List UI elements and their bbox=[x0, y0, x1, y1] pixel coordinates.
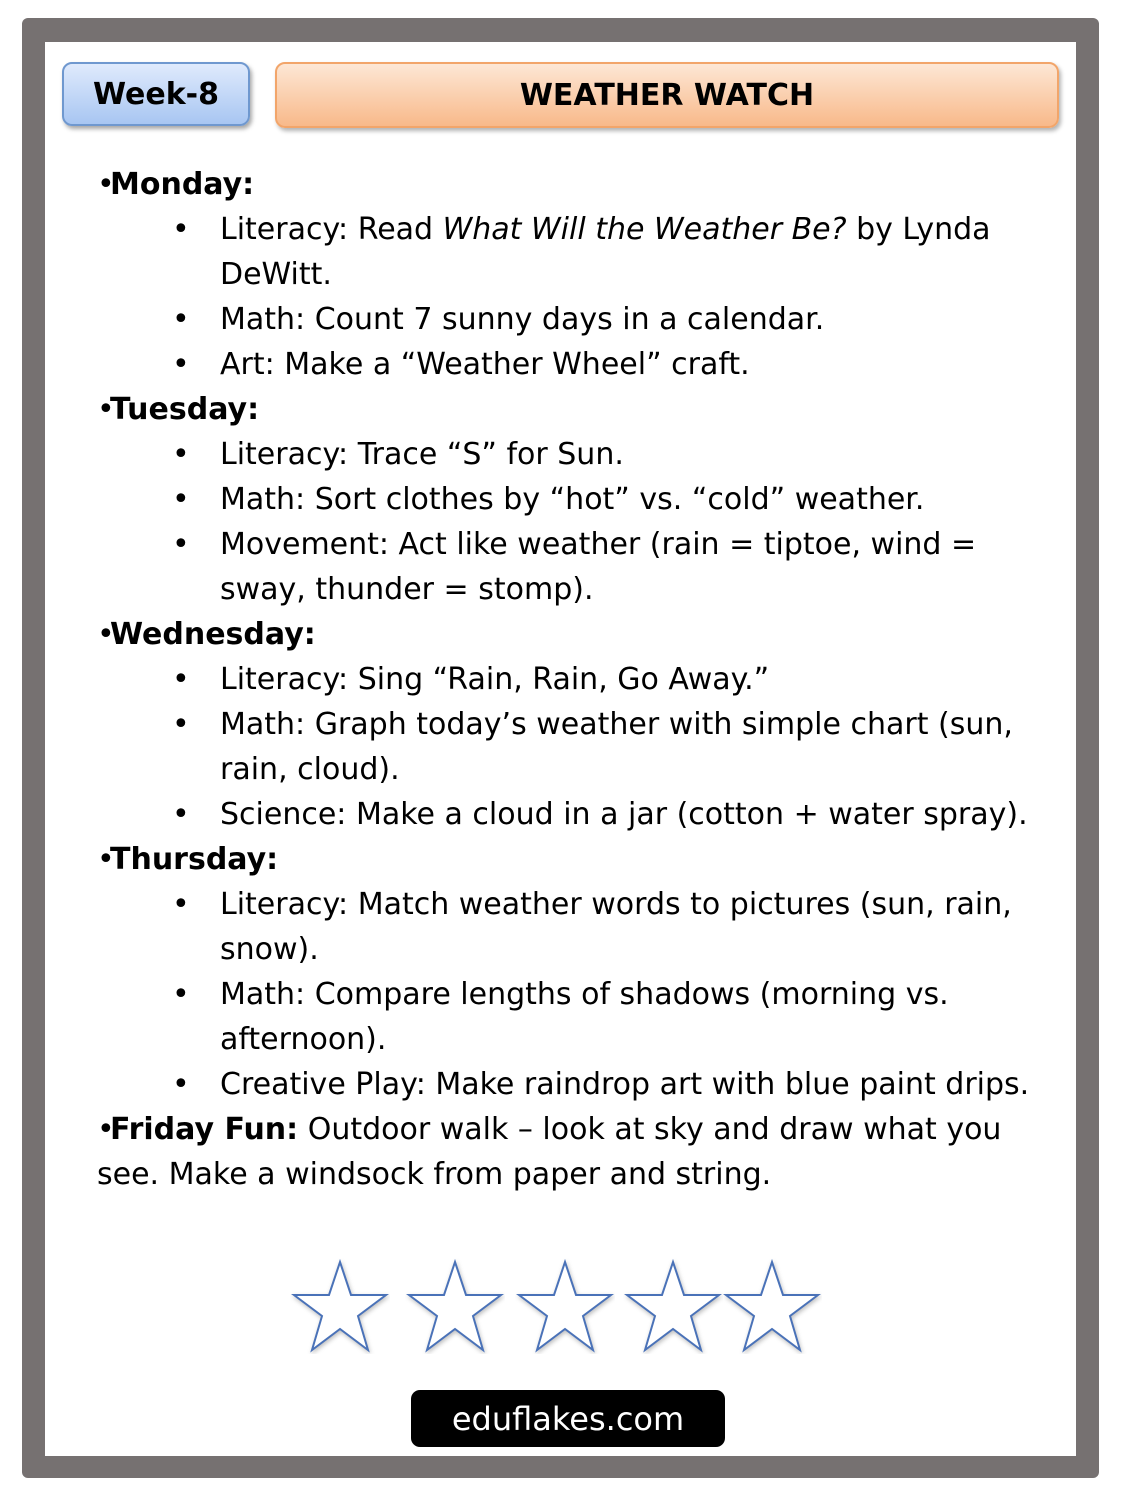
footer-badge bbox=[411, 1390, 725, 1447]
activity-text: Literacy: Read bbox=[220, 212, 443, 247]
day-label: Thursday: bbox=[110, 842, 279, 877]
bullet: • bbox=[172, 482, 190, 517]
bullet: • bbox=[97, 392, 115, 427]
bullet: • bbox=[172, 212, 190, 247]
bullet: • bbox=[172, 662, 190, 697]
activity-text: Literacy: Sing “Rain, Rain, Go Away.” bbox=[220, 662, 770, 697]
bullet: • bbox=[97, 1112, 115, 1147]
bullet: • bbox=[172, 797, 190, 832]
activity-item bbox=[97, 207, 1037, 297]
bullet: • bbox=[97, 167, 115, 202]
star-outline-icon bbox=[290, 1258, 390, 1354]
activity-item bbox=[97, 702, 1037, 792]
activity-item bbox=[97, 972, 1037, 1062]
activity-item bbox=[97, 882, 1037, 972]
bullet: • bbox=[172, 347, 190, 382]
day-label: Tuesday: bbox=[110, 392, 260, 427]
activity-text: Math: Compare lengths of shadows (morning vs. afternoon). bbox=[220, 977, 949, 1057]
activity-item bbox=[97, 792, 1037, 837]
activity-list bbox=[97, 882, 1037, 1107]
bullet: • bbox=[172, 887, 190, 922]
site-url: eduflakes.com bbox=[451, 1399, 685, 1438]
page-title: WEATHER WATCH bbox=[519, 77, 815, 113]
star-outline-icon bbox=[623, 1258, 723, 1354]
activity-item bbox=[97, 342, 1037, 387]
bullet: • bbox=[172, 437, 190, 472]
activity-text: Literacy: Match weather words to pictures (sun, rain, snow). bbox=[220, 887, 1012, 967]
activity-item bbox=[97, 432, 1037, 477]
activity-item bbox=[97, 297, 1037, 342]
activity-item bbox=[97, 1062, 1037, 1107]
star-outline-icon bbox=[722, 1258, 822, 1354]
activity-item bbox=[97, 657, 1037, 702]
bullet: • bbox=[172, 707, 190, 742]
bullet: • bbox=[172, 977, 190, 1012]
activity-text: Literacy: Trace “S” for Sun. bbox=[220, 437, 624, 472]
day-label: Wednesday: bbox=[110, 617, 316, 652]
activity-list bbox=[97, 432, 1037, 612]
day-heading bbox=[97, 162, 1037, 207]
activity-text: Movement: Act like weather (rain = tiptoe, wind = sway, thunder = stomp). bbox=[220, 527, 977, 607]
book-title: What Will the Weather Be? bbox=[442, 212, 847, 247]
day-heading bbox=[97, 387, 1037, 432]
week-badge bbox=[62, 62, 250, 126]
day-heading bbox=[97, 612, 1037, 657]
bullet: • bbox=[172, 527, 190, 562]
activity-text: Creative Play: Make raindrop art with blue paint drips. bbox=[220, 1067, 1030, 1102]
activity-list bbox=[97, 207, 1037, 387]
day-label: Monday: bbox=[110, 167, 255, 202]
week-label: Week-8 bbox=[93, 76, 219, 112]
activity-item bbox=[97, 522, 1037, 612]
bullet: • bbox=[172, 302, 190, 337]
star-rating bbox=[290, 1258, 830, 1358]
days-list bbox=[97, 162, 1037, 1107]
title-banner bbox=[275, 62, 1059, 128]
bullet: • bbox=[97, 842, 115, 877]
activity-text: Math: Count 7 sunny days in a calendar. bbox=[220, 302, 825, 337]
activity-item bbox=[97, 477, 1037, 522]
bullet: • bbox=[172, 1067, 190, 1102]
activity-text: Math: Graph today’s weather with simple chart (sun, rain, cloud). bbox=[220, 707, 1013, 787]
activity-text: by Lynda DeWitt. bbox=[220, 212, 991, 292]
bullet: • bbox=[97, 617, 115, 652]
day-heading bbox=[97, 837, 1037, 882]
star-outline-icon bbox=[405, 1258, 505, 1354]
lesson-plan bbox=[97, 162, 1037, 1197]
activity-text: Art: Make a “Weather Wheel” craft. bbox=[220, 347, 750, 382]
friday-label: Friday Fun: bbox=[110, 1112, 299, 1147]
friday-section bbox=[97, 1107, 1037, 1197]
activity-text: Science: Make a cloud in a jar (cotton + water spray). bbox=[220, 797, 1028, 832]
activity-text: Math: Sort clothes by “hot” vs. “cold” weather. bbox=[220, 482, 925, 517]
activity-list bbox=[97, 657, 1037, 837]
star-outline-icon bbox=[515, 1258, 615, 1354]
friday-text: Outdoor walk – look at sky and draw what you see. Make a windsock from paper and string. bbox=[97, 1112, 1002, 1192]
